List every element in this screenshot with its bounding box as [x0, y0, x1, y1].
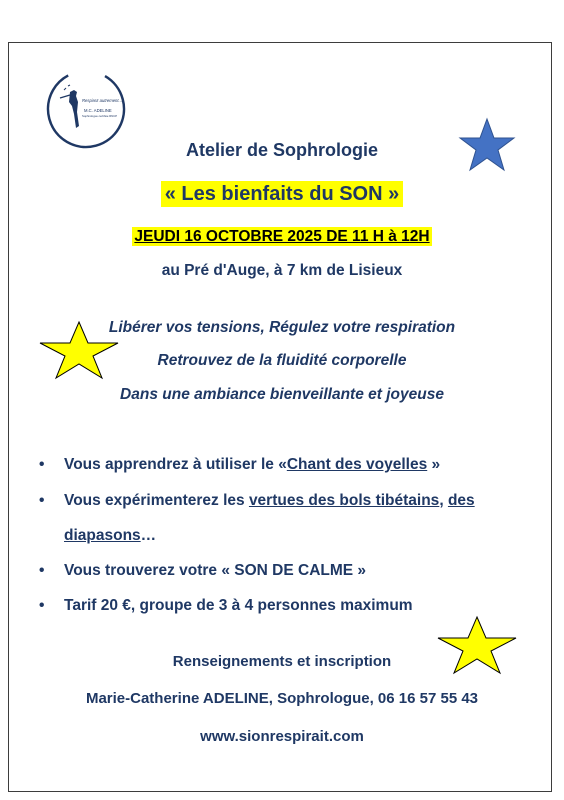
contact-heading: Renseignements et inscription — [172, 653, 392, 670]
bullet-dot: • — [39, 597, 45, 614]
event-date-text: JEUDI 16 OCTOBRE 2025 DE 11 H à 12H — [134, 228, 430, 245]
subtitle-text: « Les bienfaits du SON » — [161, 181, 404, 207]
bullet-dot: • — [39, 492, 45, 509]
diapasons-link[interactable]: diapasons — [64, 527, 141, 544]
subtitle — [0, 183, 564, 206]
benefit-line: Dans une ambiance bienveillante et joyeuse — [120, 386, 444, 403]
logo-text-2: M.C. ADELINE — [84, 108, 112, 113]
bullet-text: Tarif 20 €, groupe de 3 à 4 personnes maximum — [64, 597, 413, 614]
bullet-text: … — [140, 527, 157, 544]
bullet-text: , — [439, 492, 448, 509]
benefit-line: Retrouvez de la fluidité corporelle — [157, 352, 407, 369]
bullet-dot: • — [39, 562, 45, 579]
bullet-text: Vous trouverez votre « SON DE CALME » — [64, 562, 367, 579]
bullet-dot: • — [39, 456, 45, 473]
logo-text-1: Respirez autrement... — [82, 98, 123, 103]
contact-person: Marie-Catherine ADELINE, Sophrologue, 06 16 57 55 43 — [85, 690, 479, 707]
bullet-text: Vous expérimenterez les — [64, 492, 249, 509]
figure-icon — [69, 90, 79, 128]
bullet-text: Vous apprendrez à utiliser le « — [64, 456, 287, 473]
logo-text-3: Sophrologue certifiée RNCP — [82, 114, 118, 118]
page-title: Atelier de Sophrologie — [185, 140, 379, 160]
chant-link[interactable]: Chant des voyelles — [286, 456, 428, 473]
bols-link[interactable]: vertues des bols tibétains — [248, 492, 440, 509]
event-place: au Pré d'Auge, à 7 km de Lisieux — [161, 262, 403, 279]
event-date — [0, 228, 564, 246]
website-link[interactable]: www.sionrespirait.com — [200, 728, 364, 745]
logo — [46, 68, 126, 150]
benefit-line: Libérer vos tensions, Régulez votre respiration — [108, 319, 456, 336]
diapasons-link[interactable]: des — [447, 492, 475, 509]
bullet-text: » — [427, 456, 441, 473]
